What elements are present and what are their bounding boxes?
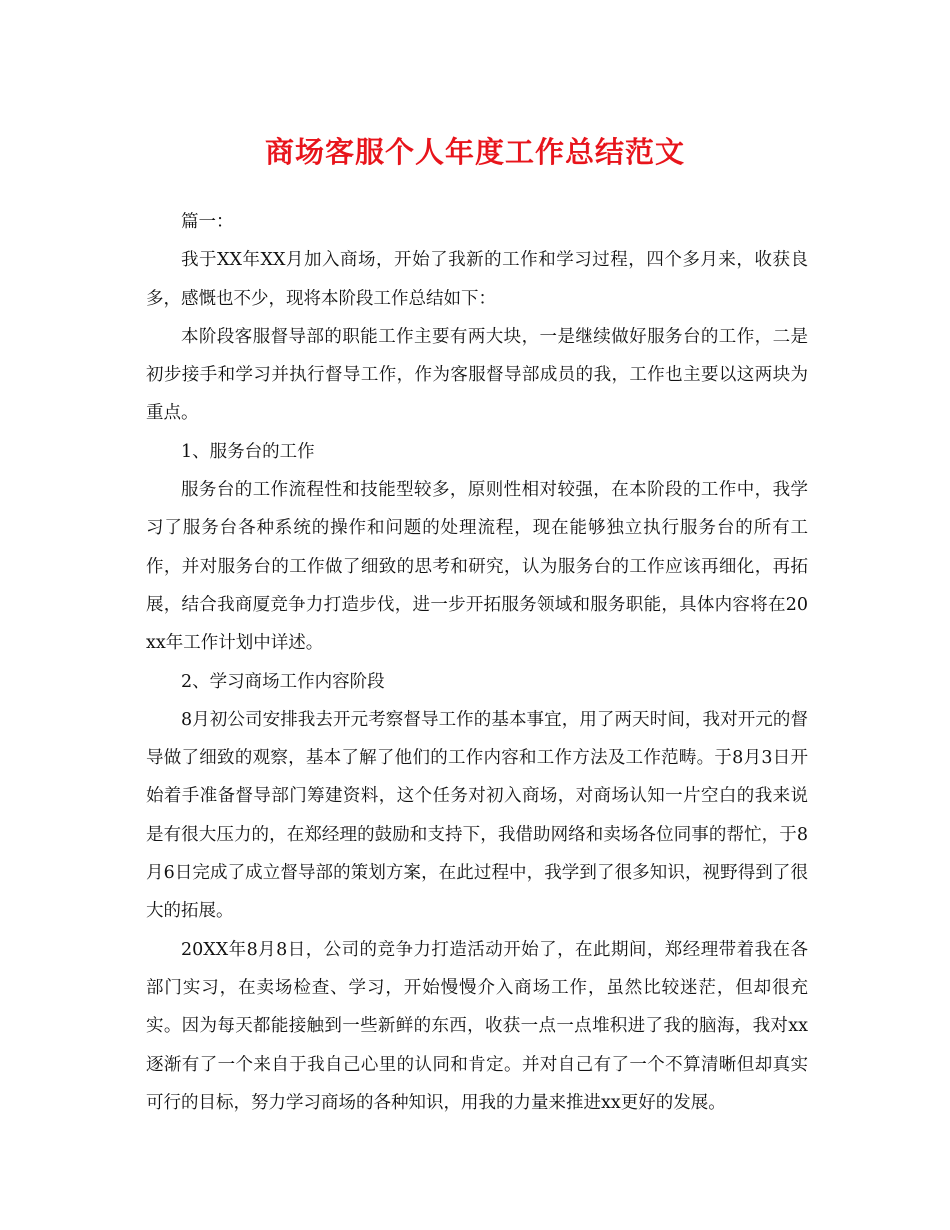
paragraph-service-desk: 服务台的工作流程性和技能型较多，原则性相对较强，在本阶段的工作中，我学习了服务台各种系统的操作和问题的处理流程，现在能够独立执行服务台的所有工作，并对服务台的工作做了细致的思考和研究，认为服务台的工作应该再细化，再拓展，结合我商厦竞争力打造步伐，进一步开拓服务领域和服务职能，具体内容将在20xx年工作计划中详述。 [146, 480, 808, 654]
paragraph-competitiveness: 20XX年8月8日，公司的竞争力打造活动开始了，在此期间，郑经理带着我在各部门实习，在卖场检查、学习，开始慢慢介入商场工作，虽然比较迷茫，但却很充实。因为每天都能接触到一些新鲜的东西，收获一点一点堆积进了我的脑海，我对xx逐渐有了一个来自于我自己心里的认同和肯定。并对自己有了一个不算清晰但却真实可行的目标，努力学习商场的各种知识，用我的力量来推进xx更好的发展。 [146, 939, 808, 1113]
paragraph-department-overview: 本阶段客服督导部的职能工作主要有两大块，一是继续做好服务台的工作，二是初步接手和学习并执行督导工作，作为客服督导部成员的我，工作也主要以这两块为重点。 [146, 326, 808, 424]
section-heading-service-desk: 1、服务台的工作 [181, 441, 315, 462]
document-title: 商场客服个人年度工作总结范文 [264, 135, 685, 169]
document-body [146, 203, 808, 1122]
paragraph-part-label: 篇一： [181, 212, 234, 232]
paragraph-august-tasks: 8月初公司安排我去开元考察督导工作的基本事宜，用了两天时间，我对开元的督导做了细致的观察，基本了解了他们的工作内容和工作方法及工作范畴。于8月3日开始着手准备督导部门筹建资料，这个任务对初入商场，对商场认知一片空白的我来说是有很大压力的，在郑经理的鼓励和支持下，我借助网络和卖场各位同事的帮忙，于8月6日完成了成立督导部的策划方案，在此过程中，我学到了很多知识，视野得到了很大的拓展。 [146, 709, 808, 922]
section-heading-learning-stage: 2、学习商场工作内容阶段 [181, 671, 385, 692]
paragraph-intro: 我于XX年XX月加入商场，开始了我新的工作和学习过程，四个多月来，收获良多，感慨也不少，现将本阶段工作总结如下： [146, 250, 808, 309]
